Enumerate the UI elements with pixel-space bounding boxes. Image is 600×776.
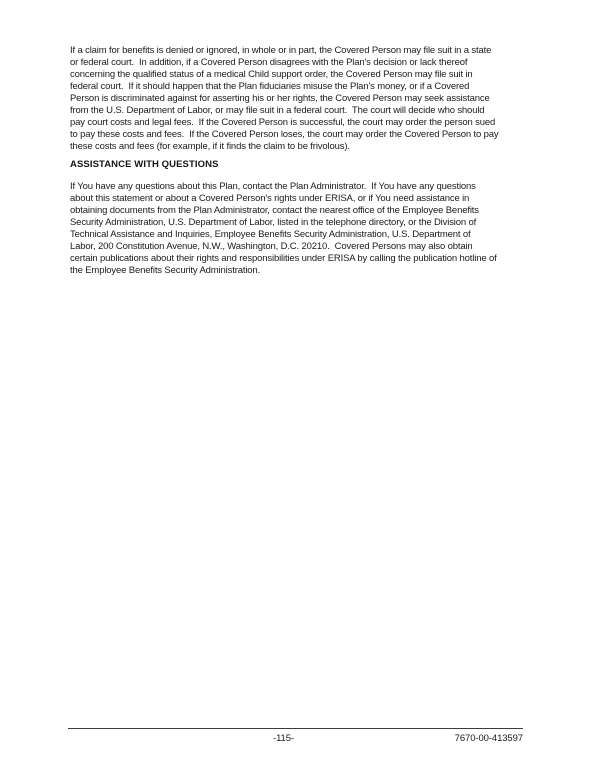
page-number: -115-: [273, 733, 294, 744]
text-line: about this statement or about a Covered Person's rights under ERISA, or if You need assistance in: [70, 193, 470, 204]
text-line: pay court costs and legal fees. If the Covered Person is successful, the court may order the person sued: [70, 117, 496, 128]
text-line: to pay these costs and fees. If the Covered Person loses, the court may order the Covered Person to pay: [70, 129, 499, 140]
text-line: Person is discriminated against for asserting his or her rights, the Covered Person may seek assistance: [70, 93, 490, 104]
text-line: obtaining documents from the Plan Administrator, contact the nearest office of the Employee Benefits: [70, 205, 479, 216]
text-line: federal court. If it should happen that the Plan fiduciaries misuse the Plan's money, or if a Covered: [70, 81, 470, 92]
document-code: 7670-00-413597: [454, 733, 523, 744]
text-line: from the U.S. Department of Labor, or may file suit in a federal court. The court will decide who should: [70, 105, 485, 116]
text-line: concerning the qualified status of a medical Child support order, the Covered Person may file suit in: [70, 69, 473, 80]
document-body: [70, 45, 536, 277]
page-footer: [68, 728, 523, 749]
text-line: If You have any questions about this Plan, contact the Plan Administrator. If You have any questions: [70, 181, 476, 192]
paragraph-claims-lawsuits: [70, 45, 536, 153]
paragraph-assistance-with-questions: [70, 181, 536, 277]
text-line: certain publications about their rights and responsibilities under ERISA by calling the publication hotline of: [70, 253, 497, 264]
text-line: Technical Assistance and Inquiries, Employee Benefits Security Administration, U.S. Department of: [70, 229, 471, 240]
text-line: Labor, 200 Constitution Avenue, N.W., Washington, D.C. 20210. Covered Persons may also obtain: [70, 241, 473, 252]
text-line: or federal court. In addition, if a Covered Person disagrees with the Plan's decision or lack thereof: [70, 57, 468, 68]
text-line: these costs and fees (for example, if it finds the claim to be frivolous).: [70, 141, 350, 152]
text-line: the Employee Benefits Security Administration.: [70, 265, 261, 276]
section-heading-assistance-with-questions: ASSISTANCE WITH QUESTIONS: [70, 159, 219, 170]
text-line: If a claim for benefits is denied or ignored, in whole or in part, the Covered Person may file suit in a state: [70, 45, 492, 56]
text-line: Security Administration, U.S. Department of Labor, listed in the telephone directory, or the Division of: [70, 217, 477, 228]
